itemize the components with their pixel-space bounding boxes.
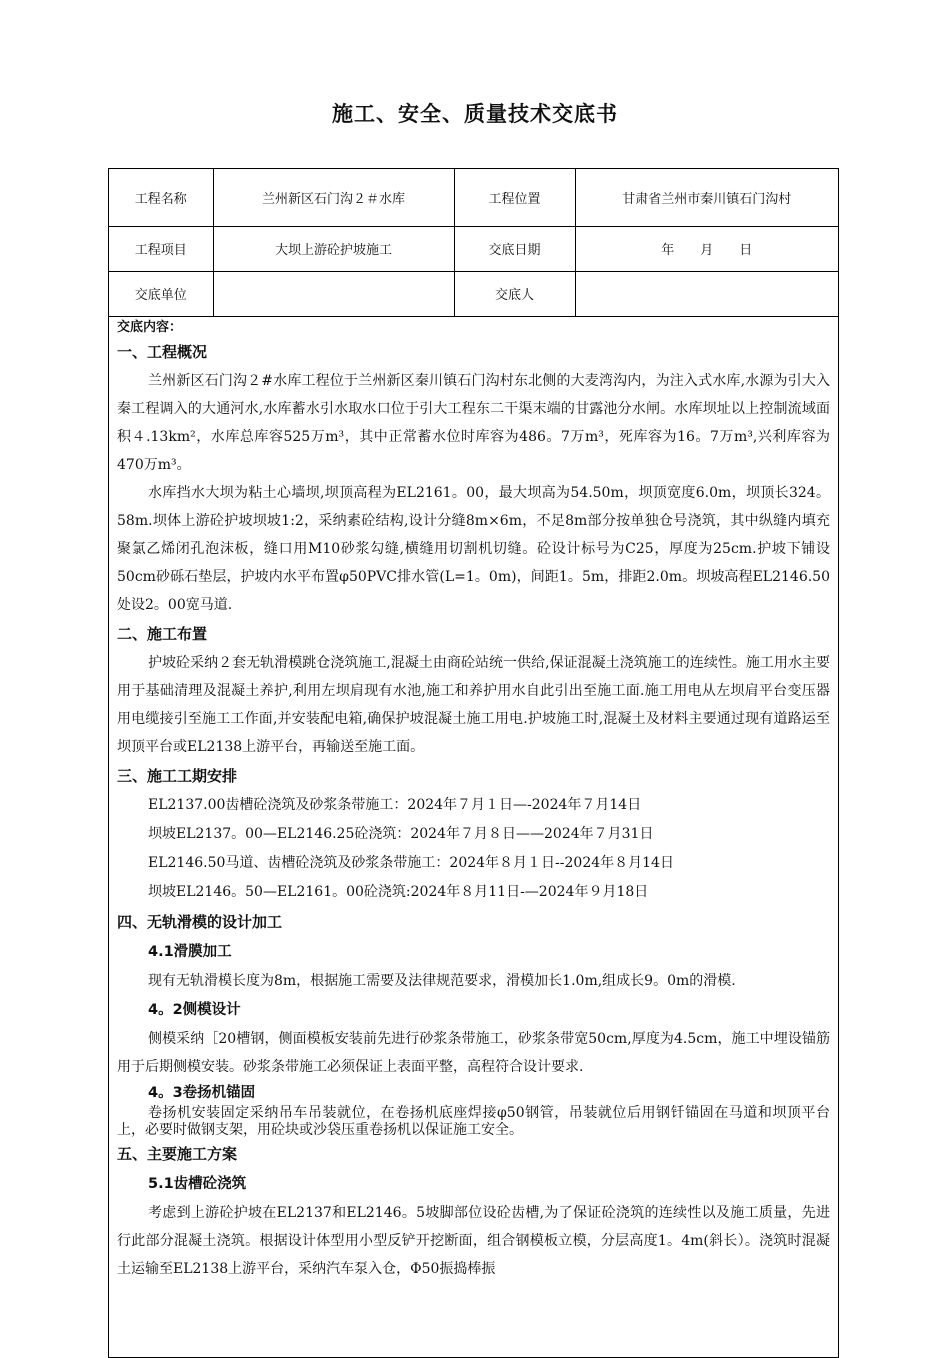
paragraph: 护坡砼采纳２套无轨滑模跳仓浇筑施工,混凝土由商砼站统一供给,保证混凝土浇筑施工的连续性。施工用水主要用于基础清理及混凝土养护,利用左坝肩现有水池,施工和养护用水自此引出至施工面.施工用电从左坝肩平台变压器用电缆接引至施工工作面,并安装配电箱,确保护坡混凝土施工用电.护坡施工时,混凝土及材料主要通过现有道路运至坝顶平台或EL2138上游平台，再输送至施工面。 <box>117 654 830 755</box>
schedule-item: 坝坡EL2146。50—EL2161。00砼浇筑:2024年８月11日-—2024年９月18日 <box>148 883 649 900</box>
subsection-heading: 4.1滑膜加工 <box>148 943 232 960</box>
location-value: 甘肃省兰州市秦川镇石门沟村 <box>575 169 838 226</box>
disclosure-form <box>108 168 839 1358</box>
paragraph: 兰州新区石门沟２#水库工程位于兰州新区秦川镇石门沟村东北侧的大麦湾沟内，为注入式水库,水源为引大入秦工程调入的大通河水,水库蓄水引水取水口位于引大工程东二干渠末端的甘露池分水闸。水库坝址以上控制流域面积４.13km²，水库总库容525万m³，其中正常蓄水位时库容为486。7万m³，死库容为16。7万m³,兴利库容为470万m³。 <box>117 372 830 473</box>
section-heading: 五、主要施工方案 <box>117 1144 238 1163</box>
project-name-label: 工程名称 <box>109 169 213 226</box>
paragraph: 考虑到上游砼护坡在EL2137和EL2146。5坡脚部位设砼齿槽,为了保证砼浇筑的连续性以及施工质量，先进行此部分混凝土浇筑。根据设计体型用小型反铲开挖断面，组合钢模板立模，分层高度1。4m(斜长）。浇筑时混凝土运输至EL2138上游平台，采纳汽车泵入仓，Φ50振捣棒振 <box>117 1204 830 1277</box>
unit-label: 交底单位 <box>109 271 213 316</box>
item-value: 大坝上游砼护坡施工 <box>213 226 454 271</box>
project-info-table <box>109 169 838 317</box>
location-label: 工程位置 <box>454 169 575 226</box>
document-title: 施工、安全、质量技术交底书 <box>332 102 618 126</box>
subsection-heading: 4。3卷扬机锚固 <box>148 1084 256 1101</box>
content-caption: 交底内容： <box>117 319 183 335</box>
paragraph: 卷扬机安装固定采纳吊车吊装就位，在卷扬机底座焊接φ50钢管，吊装就位后用钢钎锚固在马道和坝顶平台上，必要时做钢支架，用砼块或沙袋压重卷扬机以保证施工安全。 <box>117 1104 830 1138</box>
paragraph: 水库挡水大坝为粘土心墙坝,坝顶高程为EL2161。00，最大坝高为54.50m，坝顶宽度6.0m，坝顶长324。58m.坝体上游砼护坡坝坡1:2，采纳素砼结构,设计分缝8m×6m，不足8m部分按单独仓号浇筑，其中纵缝内填充聚氯乙烯闭孔泡沫板，缝口用M10砂浆勾缝,横缝用切割机切缝。砼设计标号为C25，厚度为25cm.护坡下铺设50cm砂砾石垫层，护坡内水平布置φ50PVC排水管(L=1。0m)，间距1。5m，排距2.0m。坝坡高程EL2146.50处设2。00宽马道. <box>117 484 830 613</box>
person-label: 交底人 <box>454 271 575 316</box>
subsection-heading: 5.1齿槽砼浇筑 <box>148 1175 247 1192</box>
person-value <box>575 271 838 316</box>
schedule-item: 坝坡EL2137。00—EL2146.25砼浇筑：2024年７月８日——2024年７月31日 <box>148 825 654 842</box>
disclosure-content <box>109 319 838 1283</box>
date-label: 交底日期 <box>454 226 575 271</box>
project-name-value: 兰州新区石门沟２＃水库 <box>213 169 454 226</box>
section-heading: 二、施工布置 <box>117 624 208 643</box>
paragraph: 侧模采纳［20槽钢，侧面模板安装前先进行砂浆条带施工，砂浆条带宽50cm,厚度为4.5cm，施工中埋设锚筋用于后期侧模安装。砂浆条带施工必须保证上表面平整，高程符合设计要求. <box>117 1030 830 1075</box>
unit-value <box>213 271 454 316</box>
section-heading: 一、工程概况 <box>117 342 208 361</box>
paragraph: 现有无轨滑模长度为8m，根据施工需要及法律规范要求，滑模加长1.0m,组成长9。0m的滑模. <box>148 972 736 989</box>
section-heading: 三、施工工期安排 <box>117 766 238 785</box>
subsection-heading: 4。2侧模设计 <box>148 1001 241 1018</box>
section-heading: 四、无轨滑模的设计加工 <box>117 912 283 931</box>
date-value: 年 月 日 <box>575 226 838 271</box>
item-label: 工程项目 <box>109 226 213 271</box>
schedule-item: EL2146.50马道、齿槽砼浇筑及砂浆条带施工：2024年８月１日--2024年８月14日 <box>148 854 674 871</box>
schedule-item: EL2137.00齿槽砼浇筑及砂浆条带施工：2024年７月１日—-2024年７月14日 <box>148 796 642 813</box>
